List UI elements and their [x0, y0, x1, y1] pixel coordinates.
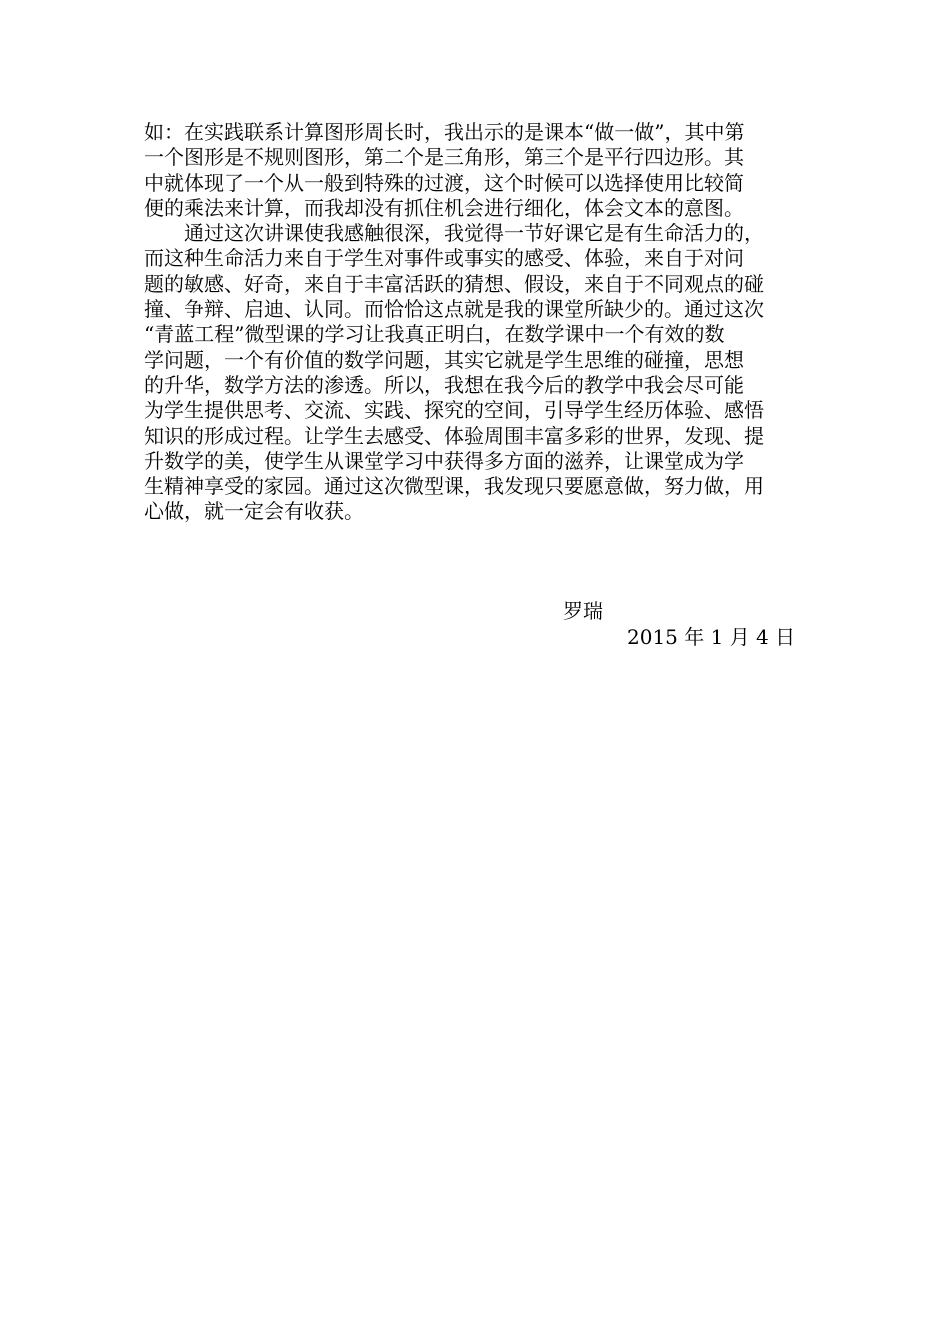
text-line: 学问题，一个有价值的数学问题，其实它就是学生思维的碰撞，思想 — [144, 347, 744, 372]
text-line: 心做，就一定会有收获。 — [144, 499, 364, 524]
text-line: 而这种生命活力来自于学生对事件或事实的感受、体验，来自于对问 — [144, 246, 744, 271]
text-line: 撞、争辩、启迪、认同。而恰恰这点就是我的课堂所缺少的。通过这次 — [144, 297, 764, 322]
document-date: 2015 年 1 月 4 日 — [627, 625, 796, 649]
text-line: 的升华，数学方法的渗透。所以，我想在我今后的教学中我会尽可能 — [144, 372, 744, 397]
text-line: 升数学的美，使学生从课堂学习中获得多方面的滋养，让课堂成为学 — [144, 448, 744, 473]
text-line: 便的乘法来计算，而我却没有抓住机会进行细化，体会文本的意图。 — [144, 195, 744, 220]
author-signature: 罗瑞 — [563, 599, 603, 623]
text-line: 题的敏感、好奇，来自于丰富活跃的猜想、假设，来自于不同观点的碰 — [144, 271, 764, 296]
text-line: 生精神享受的家园。通过这次微型课，我发现只要愿意做，努力做，用 — [144, 474, 764, 499]
text-line: 通过这次讲课使我感触很深，我觉得一节好课它是有生命活力的， — [144, 221, 764, 246]
body-text — [144, 120, 824, 525]
text-line: “青蓝工程”微型课的学习让我真正明白，在数学课中一个有效的数 — [144, 322, 725, 347]
text-line: 为学生提供思考、交流、实践、探究的空间，引导学生经历体验、感悟 — [144, 398, 764, 423]
text-line: 如：在实践联系计算图形周长时，我出示的是课本“做一做”，其中第 — [144, 120, 745, 144]
text-line: 一个图形是不规则图形，第二个是三角形，第三个是平行四边形。其 — [144, 145, 744, 170]
text-line: 中就体现了一个从一般到特殊的过渡，这个时候可以选择使用比较简 — [144, 170, 744, 195]
text-line: 知识的形成过程。让学生去感受、体验周围丰富多彩的世界，发现、提 — [144, 423, 764, 448]
